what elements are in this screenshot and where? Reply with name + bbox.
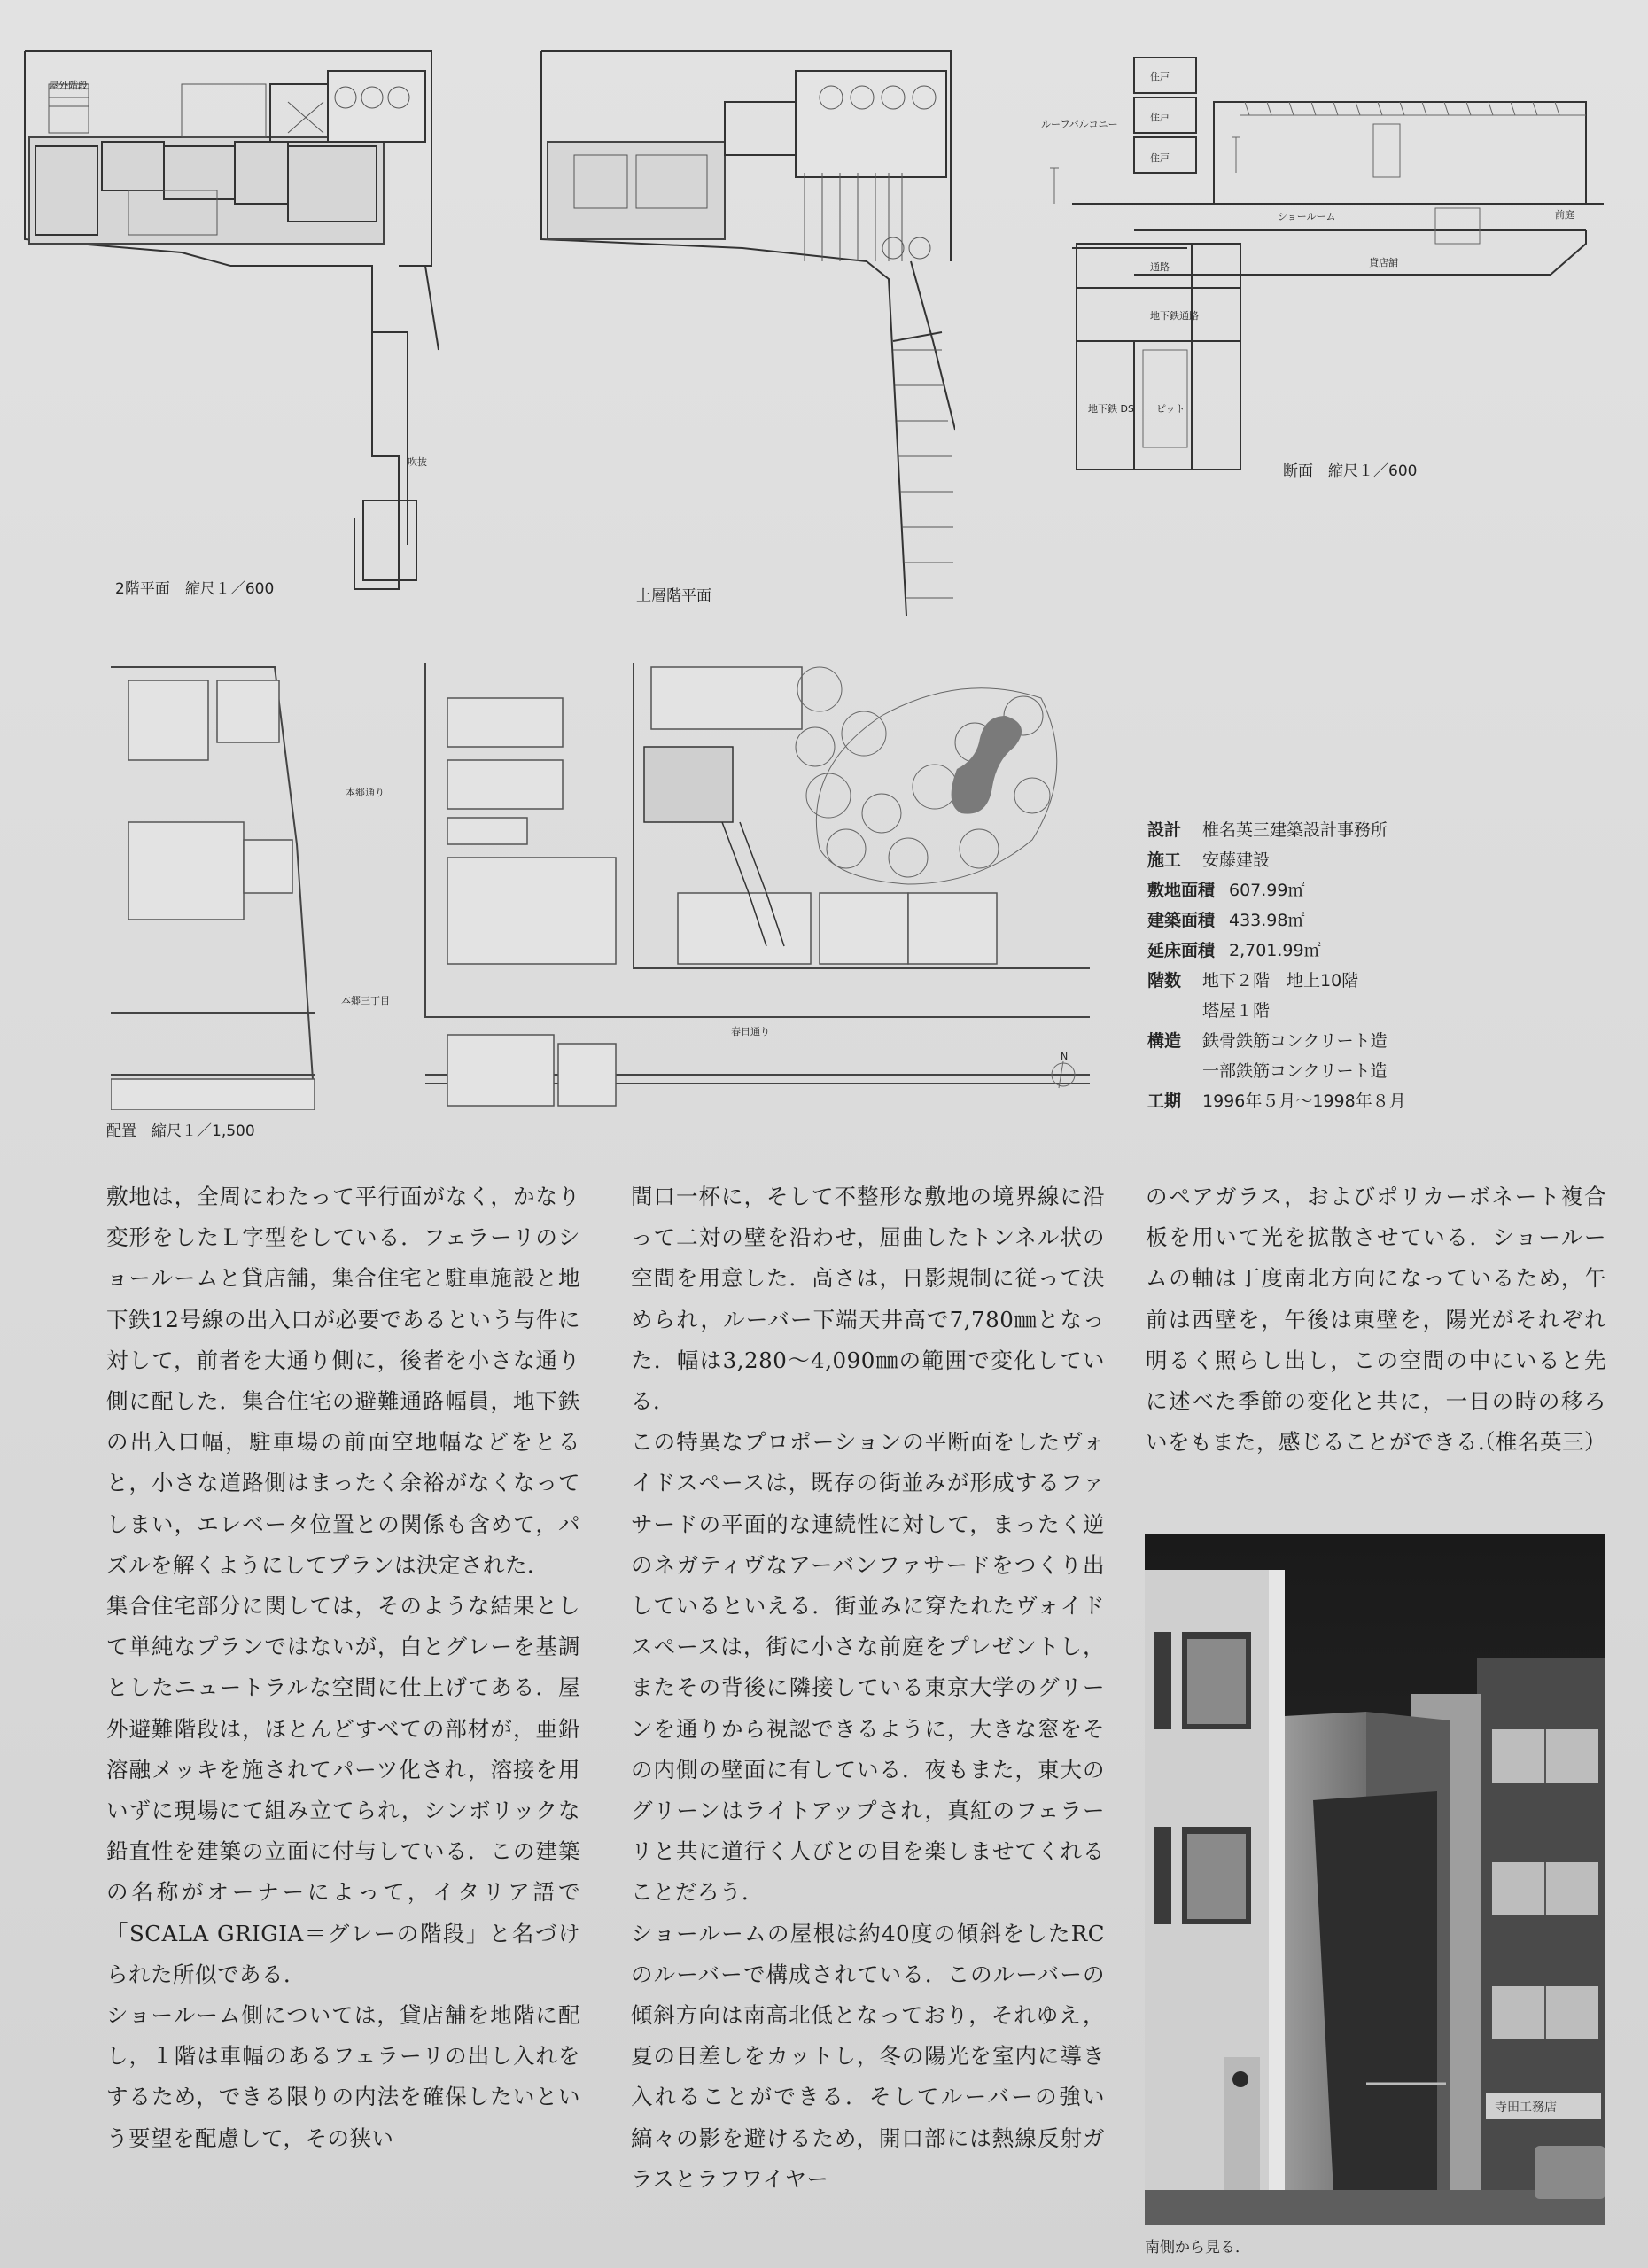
spec-row (1147, 1056, 1520, 1086)
spec-row (1147, 996, 1520, 1026)
spec-key: 設計 (1147, 820, 1182, 840)
kasuga-street-label: 春日通り (731, 1026, 770, 1037)
hongo-3chome-label: 本郷三丁目 (341, 995, 390, 1006)
spec-row (1147, 966, 1520, 996)
spec-value: 2,701.99㎡ (1229, 941, 1321, 960)
spec-row (1147, 845, 1520, 875)
spec-key: 延床面積 (1147, 941, 1216, 960)
spec-value: 椎名英三建築設計事務所 (1202, 820, 1388, 840)
hongo-street-label: 本郷通り (346, 787, 385, 798)
project-specs (1147, 815, 1520, 1116)
article-paragraph: この特異なプロポーションの平断面をしたヴォイドスペースは，既存の街並みが形成するファサードの平面的な連続性に対して，まったく逆のネガティヴなアーバンファサードをつくり出しているといえる．街並みに穿たれたヴォイドスペースは，街に小さな前庭をプレゼントし，またその背後に隣接している東京大学のグリーンを通りから視認できるように，大きな窓をその内側の壁面に有している．夜もまた，東大のグリーンはライトアップされ，真紅のフェラーリと共に道行く人びとの目を楽しませてくれることだろう． (631, 1429, 1105, 1906)
spec-key: 工期 (1147, 1091, 1182, 1111)
spec-key: 施工 (1147, 850, 1182, 870)
site-plan-caption: 配置 縮尺１／1,500 (106, 1122, 255, 1140)
spec-key: 階数 (1147, 971, 1182, 990)
building-photo (1145, 1534, 1605, 2225)
outdoor-stair-label: 屋外階段 (49, 80, 88, 91)
rental-shop-label: 貸店舗 (1369, 257, 1398, 268)
subway-ds-label: 地下鉄 DS (1088, 403, 1134, 415)
article-paragraph: 敷地は，全周にわたって平行面がなく，かなり変形をしたＬ字型をしている．フェラーリのショールームと貸店舗，集合住宅と駐車施設と地下鉄12号線の出入口が必要であるという与件に対して，前者を大通り側に，後者を小さな通り側に配した．集合住宅の避難通路幅員，地下鉄の出入口幅，駐車場の前面空地幅などをとると，小さな道路側はまったく余裕がなくなってしまい，エレベータ位置との関係も含めて，パズルを解くようにしてプランは決定された． (106, 1184, 580, 1578)
spec-value: 安藤建設 (1202, 850, 1271, 870)
spec-value: 1996年５月〜1998年８月 (1202, 1091, 1406, 1111)
dwelling-label-1: 住戸 (1150, 71, 1170, 82)
spec-key: 建築面積 (1147, 911, 1216, 930)
dwelling-label-2: 住戸 (1150, 112, 1170, 123)
section-drawing (1037, 53, 1613, 478)
article-paragraph: ショールームの屋根は約40度の傾斜をしたRCのルーバーで構成されている．このルーバーの傾斜方向は南高北低となっており，それゆえ，夏の日差しをカットし，冬の陽光を室内に導き入れることができる．そしてルーバーの強い縞々の影を避けるため，開口部には熱線反射ガラスとラフワイヤー (631, 1920, 1105, 2192)
article-column-2 (631, 1177, 1105, 2200)
site-plan-drawing (111, 663, 1090, 1110)
subway-passage-label: 地下鉄通路 (1150, 310, 1199, 322)
pit-label: ピット (1156, 403, 1185, 415)
showroom-label: ショールーム (1278, 211, 1336, 222)
upper-floor-plan-caption: 上層階平面 (636, 587, 711, 605)
spec-row (1147, 875, 1520, 905)
passage-label: 通路 (1150, 261, 1170, 273)
spec-value: 433.98㎡ (1229, 911, 1305, 930)
spec-key (1147, 996, 1202, 1026)
spec-value: 塔屋１階 (1202, 1001, 1271, 1021)
article-column-3 (1146, 1177, 1606, 1464)
spec-row (1147, 905, 1520, 936)
second-floor-plan-drawing (22, 49, 439, 616)
spec-key (1147, 1056, 1202, 1086)
dwelling-label-3: 住戸 (1150, 152, 1170, 164)
roof-balcony-label: ルーフバルコニー (1041, 119, 1118, 130)
spec-value: 一部鉄筋コンクリート造 (1202, 1061, 1388, 1081)
spec-row (1147, 815, 1520, 845)
front-garden-label: 前庭 (1555, 209, 1574, 221)
spec-row (1147, 936, 1520, 966)
spec-value: 地下２階 地上10階 (1202, 971, 1359, 990)
upper-floor-plan-drawing (539, 49, 955, 616)
article-paragraph: ショールーム側については，貸店舗を地階に配し，１階は車幅のあるフェラーリの出し入れをするため，できる限りの内法を確保したいという要望を配慮して，その狭い (106, 2002, 580, 2151)
spec-key: 敷地面積 (1147, 881, 1216, 900)
section-caption: 断面 縮尺１／600 (1283, 462, 1418, 480)
photo-caption: 南側から見る． (1145, 2239, 1250, 2256)
author-credit: （椎名英三） (1473, 1429, 1606, 1456)
storefront-sign-text: 寺田工務店 (1495, 2101, 1557, 2115)
article-column-1 (106, 1177, 580, 2159)
article-paragraph: 間口一杯に，そして不整形な敷地の境界線に沿って二対の壁を沿わせ，屈曲したトンネル状の空間を用意した．高さは，日影規制に従って決められ，ルーバー下端天井高で7,780㎜となった．幅は3,280〜4,090㎜の範囲で変化している． (631, 1184, 1105, 1415)
spec-value: 607.99㎡ (1229, 881, 1305, 900)
north-arrow-label: N (1061, 1051, 1069, 1062)
void-label: 吹抜 (408, 456, 427, 468)
article-paragraph: のペアガラス，およびポリカーボネート複合板を用いて光を拡散させている．ショールームの軸は丁度南北方向になっているため，午前は西壁を，午後は東壁を，陽光がそれぞれ明るく照らし出し，この空間の中にいると先に述べた季節の変化と共に，一日の時の移ろいをもまた，感じることができる． (1146, 1184, 1606, 1456)
second-floor-plan-caption: 2階平面 縮尺１／600 (115, 580, 275, 598)
spec-row (1147, 1086, 1520, 1116)
article-paragraph: 集合住宅部分に関しては，そのような結果として単純なプランではないが，白とグレーを基調としたニュートラルな空間に仕上げてある．屋外避難階段は，ほとんどすべての部材が，亜鉛溶融メッキを施されてパーツ化され，溶接を用いずに現場にて組み立てられ，シンボリックな鉛直性を建築の立面に付与している．この建築の名称がオーナーによって，イタリア語で「SCALA GRIGIA＝グレーの階段」と名づけられた所似である． (106, 1593, 580, 1987)
spec-row (1147, 1026, 1520, 1056)
spec-value: 鉄骨鉄筋コンクリート造 (1202, 1031, 1388, 1051)
spec-key: 構造 (1147, 1031, 1182, 1051)
